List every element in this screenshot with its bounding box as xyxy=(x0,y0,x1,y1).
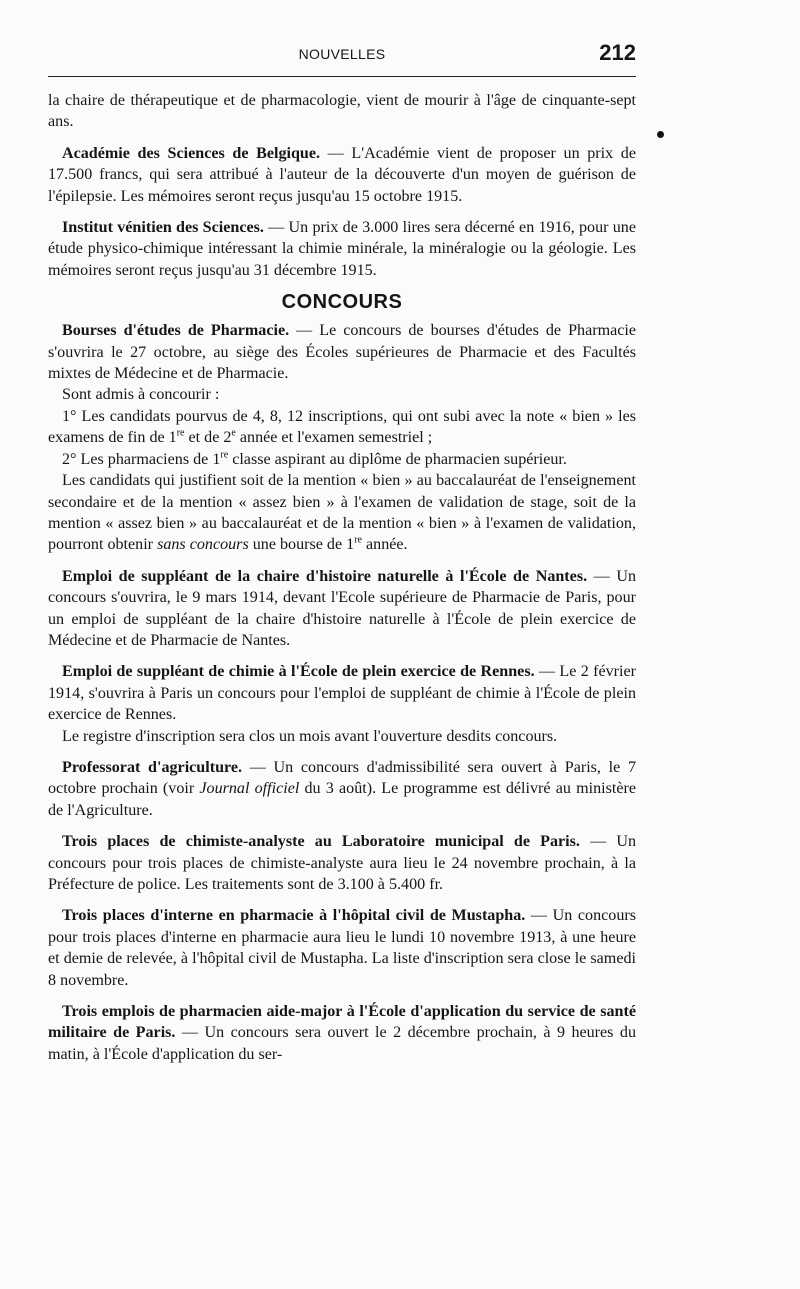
italic-text: sans concours xyxy=(157,536,249,554)
page-number: 212 xyxy=(599,40,636,65)
item-text: année et l'examen semestriel ; xyxy=(235,429,433,447)
news-title: Institut vénitien des Sciences. xyxy=(62,219,264,237)
bourses-item-1 xyxy=(48,406,636,449)
bourses-item-2 xyxy=(48,449,636,470)
item-text: et de 2 xyxy=(184,429,232,447)
concours-title: Trois places de chimiste-analyste au Laboratoire municipal de Paris. xyxy=(62,833,580,851)
concours-title: Emploi de suppléant de chimie à l'École de plein exercice de Rennes. xyxy=(62,663,535,681)
item-text: 2° Les pharmaciens de 1 xyxy=(62,450,221,468)
concours-nantes xyxy=(48,566,636,652)
paragraph-text: année. xyxy=(361,536,408,554)
concours-title: Trois emplois de pharmacien aide-major à l'École d'application du service de santé militaire de Paris. xyxy=(48,1003,636,1042)
rennes-registre: Le registre d'inscription sera clos un mois avant l'ouverture desdits concours. xyxy=(62,727,558,745)
concours-rennes xyxy=(48,661,636,725)
page-body xyxy=(48,90,636,1075)
superscript: re xyxy=(220,449,229,461)
bourses-final xyxy=(48,470,636,556)
concours-title: Professorat d'agriculture. xyxy=(62,758,243,776)
concours-text: — Le concours de bourses d'études de Pharmacie s'ouvrira le 27 octobre, au siège des Écoles supérieures de Pharmacie et des Facultés mixtes de Médecine et de Pharmacie. xyxy=(48,322,636,383)
news-belgique xyxy=(48,143,636,207)
concours-chimiste xyxy=(48,831,636,895)
section-heading: CONCOURS xyxy=(281,291,403,314)
item-text: classe aspirant au diplôme de pharmacien supérieur. xyxy=(228,450,567,468)
concours-text: — Un concours pour trois places de chimiste-analyste aura lieu le 24 novembre prochain, à la Préfecture de police. Les traitements sont de 3.100 à 5.400 fr. xyxy=(48,833,636,893)
concours-text: — Un concours s'ouvrira, le 9 mars 1914, devant l'Ecole supérieure de Pharmacie de Paris, pour un emploi de suppléant de la chaire d'histoire naturelle à l'École de plein exercice de Médecine et de Pharmacie de Nantes. xyxy=(48,567,637,649)
concours-mustapha xyxy=(48,905,636,991)
news-venitien xyxy=(48,217,636,281)
superscript: e xyxy=(231,427,236,439)
concours-aide-major xyxy=(48,1001,636,1065)
superscript: re xyxy=(354,534,362,546)
page-header xyxy=(48,40,636,77)
superscript: re xyxy=(176,427,185,439)
bourses-admis: Sont admis à concourir : xyxy=(62,386,220,404)
concours-text: — Un concours d'admissibilité sera ouvert à Paris, le 7 octobre prochain (voir xyxy=(48,758,636,798)
paragraph-text: une bourse de 1 xyxy=(248,536,355,554)
concours-bourses xyxy=(48,320,636,384)
concours-title: Trois places d'interne en pharmacie à l'hôpital civil de Mustapha. xyxy=(62,907,526,925)
concours-title: Bourses d'études de Pharmacie. xyxy=(62,322,290,340)
concours-text: — Un concours sera ouvert le 2 décembre prochain, à 9 heures du matin, à l'École d'application du ser- xyxy=(48,1024,636,1063)
concours-text: — Un concours pour trois places d'interne en pharmacie aura lieu le lundi 10 novembre 1913, à une heure et demie de relevée, à l'hôpital civil de Mustapha. La liste d'inscription sera close le samedi 8 novembre. xyxy=(48,907,636,989)
paragraph-text: la chaire de thérapeutique et de pharmacologie, vient de mourir à l'âge de cinquante-sept ans. xyxy=(48,92,636,131)
italic-text: Journal officiel xyxy=(199,780,300,798)
item-text: 1° Les candidats pourvus de 4, 8, 12 inscriptions, qui ont subi avec la note « bien » les examens de fin de 1 xyxy=(48,407,636,447)
running-title: NOUVELLES xyxy=(298,46,386,62)
news-text: — Un prix de 3.000 lires sera décerné en 1916, pour une étude physico-chimique intéressant la chimie minérale, la minéralogie ou la géologie. Les mémoires seront reçus jusqu'au 31 décembre 1915. xyxy=(48,219,636,279)
news-title: Académie des Sciences de Belgique. xyxy=(62,144,321,162)
news-text: — L'Académie vient de proposer un prix de 17.500 francs, qui sera attribué à l'auteur de la découverte d'un moyen de guérison de l'épilepsie. Les mémoires seront reçus jusqu'au 15 octobre 1915. xyxy=(48,144,636,205)
concours-agriculture xyxy=(48,757,636,821)
paragraph-continuation xyxy=(48,90,636,133)
paragraph-text: Les candidats qui justifient soit de la mention « bien » au baccalauréat de l'enseignement secondaire et de la mention « assez bien » à l'examen de validation de stage, soit de la mention « assez bien » au baccalauréat et de la mention « bien » à l'examen de validation, pourront obtenir xyxy=(48,472,636,554)
ink-spot xyxy=(657,131,664,138)
concours-text: du 3 août). Le programme est délivré au ministère de l'Agriculture. xyxy=(48,780,636,819)
concours-title: Emploi de suppléant de la chaire d'histoire naturelle à l'École de Nantes. xyxy=(62,567,588,585)
concours-text: — Le 2 février 1914, s'ouvrira à Paris un concours pour l'emploi de suppléant de chimie à l'École de plein exercice de Rennes. xyxy=(48,663,636,724)
